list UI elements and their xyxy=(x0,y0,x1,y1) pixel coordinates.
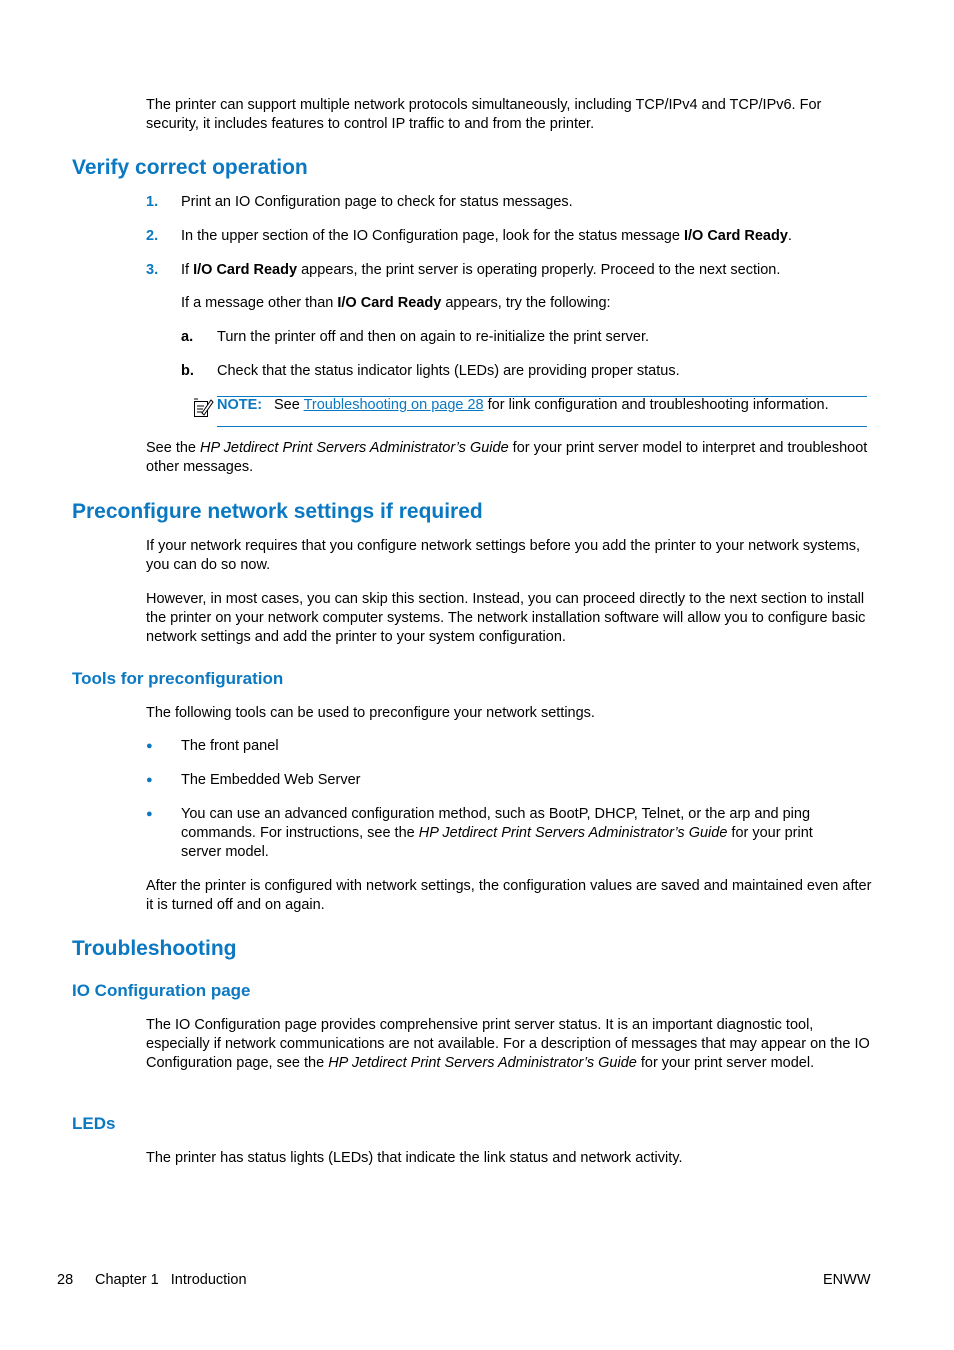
step-1-number: 1. xyxy=(146,194,159,210)
bullet-icon: ● xyxy=(146,808,153,820)
verify-after-paragraph: See the HP Jetdirect Print Servers Administrator’s Guide for your print server model to interpret and troubleshoot other messages. xyxy=(146,440,868,475)
tools-bullet-1: The front panel xyxy=(181,738,279,754)
page-number: 28 xyxy=(57,1272,74,1288)
tools-bullet-3: You can use an advanced configuration method, such as BootP, DHCP, Telnet, or the arp and ping commands. For instructions, see the HP Jetdirect Print Servers Administrator’s Guide for your print server model. xyxy=(181,806,813,860)
verify-heading: Verify correct operation xyxy=(72,156,308,179)
tools-heading: Tools for preconfiguration xyxy=(72,669,284,688)
substep-a-text: Turn the printer off and then on again to re-initialize the print server. xyxy=(217,329,650,345)
substep-a-label: a. xyxy=(181,329,194,345)
io-configuration-heading: IO Configuration page xyxy=(72,981,251,1000)
leds-paragraph: The printer has status lights (LEDs) that indicate the link status and network activity. xyxy=(146,1150,683,1166)
note-icon xyxy=(192,397,214,419)
status-message: I/O Card Ready xyxy=(683,228,788,244)
guide-title: HP Jetdirect Print Servers Administrator’s Guide xyxy=(328,1055,637,1071)
guide-title: HP Jetdirect Print Servers Administrator’s Guide xyxy=(418,825,728,841)
status-message: I/O Card Ready xyxy=(193,262,298,278)
step-2-text: In the upper section of the IO Configuration page, look for the status message I/O Card Ready. xyxy=(181,228,792,244)
step-1-text: Print an IO Configuration page to check for status messages. xyxy=(181,194,573,210)
tools-after-paragraph: After the printer is configured with network settings, the configuration values are saved and maintained even after it is turned off and on again. xyxy=(146,878,872,913)
preconfigure-heading: Preconfigure network settings if required xyxy=(72,500,483,523)
preconfigure-paragraph-2: However, in most cases, you can skip this section. Instead, you can proceed directly to the next section to install the printer on your network computer systems. The network installation software will allow you to configure basic network settings and add the printer to your system configuration. xyxy=(146,591,866,645)
preconfigure-paragraph-1: If your network requires that you configure network settings before you add the printer to your network systems, you can do so now. xyxy=(146,538,861,573)
tools-intro: The following tools can be used to preconfigure your network settings. xyxy=(146,705,595,721)
footer-locale: ENWW xyxy=(823,1272,871,1288)
substep-b-text: Check that the status indicator lights (LEDs) are providing proper status. xyxy=(217,363,680,379)
note-text: See Troubleshooting on page 28 for link configuration and troubleshooting information. xyxy=(274,397,829,413)
step-3-number: 3. xyxy=(146,262,159,278)
note-label: NOTE: xyxy=(217,397,263,413)
substep-b-label: b. xyxy=(181,363,194,379)
bullet-icon: ● xyxy=(146,740,153,752)
chapter-label: Chapter 1 Introduction xyxy=(95,1272,247,1288)
step-3-text: If I/O Card Ready appears, the print server is operating properly. Proceed to the next section. xyxy=(181,262,781,278)
status-message: I/O Card Ready xyxy=(337,295,442,311)
step-3-subtext: If a message other than I/O Card Ready appears, try the following: xyxy=(181,295,611,311)
intro-paragraph: The printer can support multiple network protocols simultaneously, including TCP/IPv4 and TCP/IPv6. For security, it includes features to control IP traffic to and from the printer. xyxy=(146,97,822,132)
tools-bullet-2: The Embedded Web Server xyxy=(181,772,361,788)
leds-heading: LEDs xyxy=(72,1114,116,1133)
bullet-icon: ● xyxy=(146,774,153,786)
guide-title: HP Jetdirect Print Servers Administrator’s Guide xyxy=(200,440,509,456)
troubleshooting-link[interactable]: Troubleshooting on page 28 xyxy=(303,397,484,413)
step-2-number: 2. xyxy=(146,228,159,244)
troubleshooting-heading: Troubleshooting xyxy=(72,937,237,960)
io-configuration-paragraph: The IO Configuration page provides comprehensive print server status. It is an important diagnostic tool, especially if network communications are not available. For a description of messages that may appear on the IO Configuration page, see the HP Jetdirect Print Servers Administrator’s Guide for your print server model. xyxy=(146,1017,870,1071)
